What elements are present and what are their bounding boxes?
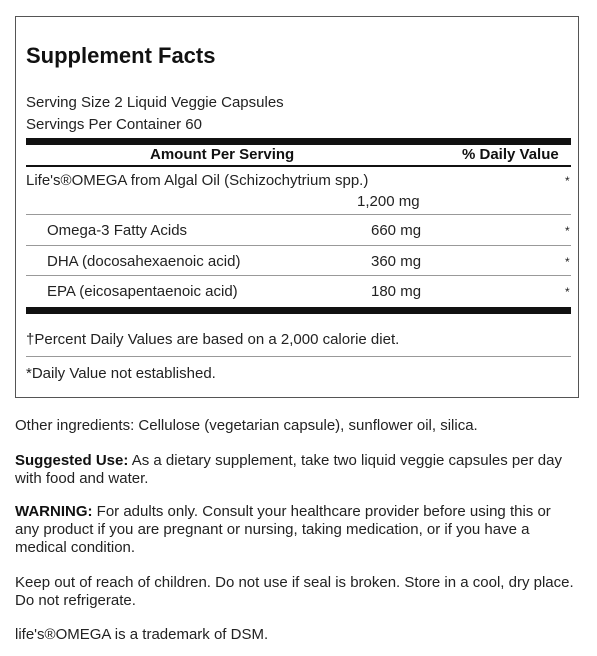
footnote-divider xyxy=(26,356,571,357)
main-ingredient-dv: * xyxy=(565,174,570,188)
header-rule xyxy=(26,138,571,145)
warning-text: For adults only. Consult your healthcare provider before using this or any product if you are pregnant or nursing, taking medication, or if you have a medical condition. xyxy=(15,503,551,556)
epa-label: EPA (eicosapentaenoic acid) xyxy=(47,283,238,300)
header-bottom-rule xyxy=(26,165,571,167)
serving-size: Serving Size 2 Liquid Veggie Capsules xyxy=(26,94,284,111)
dha-amount: 360 mg xyxy=(371,253,422,270)
warning-label: WARNING: xyxy=(15,503,93,520)
epa-amount: 180 mg xyxy=(371,283,422,300)
servings-per-container: Servings Per Container 60 xyxy=(26,116,202,133)
row-divider xyxy=(26,275,571,276)
supplement-facts-panel xyxy=(15,16,579,398)
storage-instructions: Keep out of reach of children. Do not use if seal is broken. Store in a cool, dry place. Do not refrigerate. xyxy=(15,574,574,609)
row-divider xyxy=(26,214,571,215)
panel-title: Supplement Facts xyxy=(26,43,216,68)
suggested-use-label: Suggested Use: xyxy=(15,452,129,469)
footnote-dv-not-established: *Daily Value not established. xyxy=(26,365,216,382)
row-divider xyxy=(26,245,571,246)
dha-label: DHA (docosahexaenoic acid) xyxy=(47,253,241,270)
warning xyxy=(15,503,577,557)
omega3-label: Omega-3 Fatty Acids xyxy=(47,222,188,239)
trademark-notice: life's®OMEGA is a trademark of DSM. xyxy=(15,626,269,643)
epa-dv: * xyxy=(565,285,570,299)
suggested-use-text: As a dietary supplement, take two liquid veggie capsules per day with food and water. xyxy=(15,452,562,487)
main-ingredient-amount: 1,200 mg xyxy=(357,193,420,210)
suggested-use xyxy=(15,452,577,488)
other-ingredients: Other ingredients: Cellulose (vegetarian capsule), sunflower oil, silica. xyxy=(15,417,478,434)
dha-dv: * xyxy=(565,255,570,269)
omega3-dv: * xyxy=(565,224,570,238)
header-daily-value: % Daily Value xyxy=(462,146,559,163)
main-ingredient-label: Life's®OMEGA from Algal Oil (Schizochytrium spp.) xyxy=(26,172,369,189)
footnote-percent-dv: †Percent Daily Values are based on a 2,000 calorie diet. xyxy=(26,331,400,348)
footer-rule xyxy=(26,307,571,314)
omega3-amount: 660 mg xyxy=(371,222,422,239)
header-amount-per-serving: Amount Per Serving xyxy=(150,146,295,163)
